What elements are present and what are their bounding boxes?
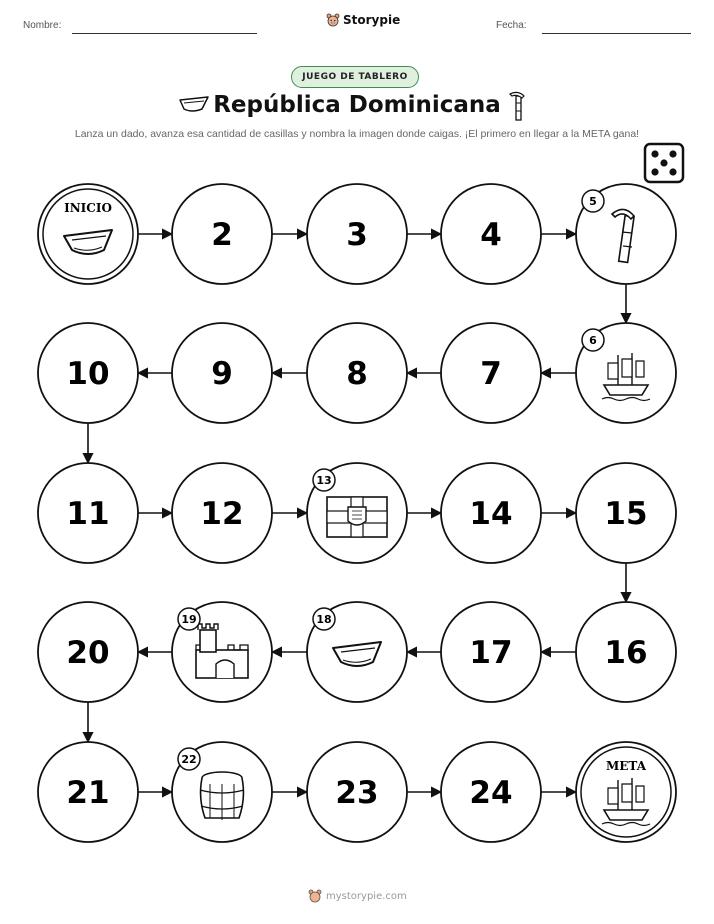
board-space-11[interactable] [38,463,138,563]
space-number: 10 [66,356,110,392]
space-number: 21 [66,775,110,811]
space-number: 15 [604,496,648,532]
space-number: 24 [469,775,513,811]
board-space-2[interactable] [172,184,272,284]
space-number: 19 [181,613,197,626]
board-space-21[interactable] [38,742,138,842]
space-number: 20 [66,635,110,671]
board-space-25[interactable] [576,742,676,842]
space-number: 13 [316,474,332,487]
board-space-18[interactable] [307,602,407,702]
brand-name: Storypie [343,13,401,27]
board-space-3[interactable] [307,184,407,284]
space-number: 14 [469,496,513,532]
space-number: 12 [200,496,244,532]
board-space-17[interactable] [441,602,541,702]
space-number: 5 [589,195,597,208]
board-space-6[interactable] [576,323,676,423]
space-number: 4 [480,217,502,253]
board-space-14[interactable] [441,463,541,563]
drum-icon [200,772,244,820]
board-space-20[interactable] [38,602,138,702]
name-label: Nombre: [23,20,62,31]
board-space-4[interactable] [441,184,541,284]
page-title: República Dominicana [213,92,501,118]
board-space-8[interactable] [307,323,407,423]
space-number: 7 [480,356,502,392]
board-space-16[interactable] [576,602,676,702]
space-number: 11 [66,496,110,532]
board-space-10[interactable] [38,323,138,423]
board-space-13[interactable] [307,463,407,563]
board-space-19[interactable] [172,602,272,702]
board-space-24[interactable] [441,742,541,842]
space-label: INICIO [64,201,112,215]
instructions: Lanza un dado, avanza esa cantidad de casillas y nombra la imagen donde caigas. ¡El primero en llegar a la META gana! [74,128,640,140]
board-space-1[interactable] [38,184,138,284]
board-space-5[interactable] [576,184,676,284]
board-space-9[interactable] [172,323,272,423]
flag-icon [327,497,387,537]
space-label: META [605,759,647,773]
board-space-15[interactable] [576,463,676,563]
space-number: 6 [589,334,597,347]
footer-url: mystorypie.com [326,890,407,902]
space-number: 22 [181,753,197,766]
board-space-22[interactable] [172,742,272,842]
bear-icon [308,889,322,903]
board-space-12[interactable] [172,463,272,563]
space-number: 9 [211,356,233,392]
space-number: 3 [346,217,368,253]
date-label: Fecha: [496,20,527,31]
board-space-23[interactable] [307,742,407,842]
space-number: 17 [469,635,513,671]
space-number: 8 [346,356,368,392]
game-type-badge: JUEGO DE TABLERO [291,66,419,88]
space-number: 16 [604,635,648,671]
footer [308,889,407,903]
board-space-7[interactable] [441,323,541,423]
space-number: 2 [211,217,233,253]
space-number: 18 [316,613,332,626]
space-number: 23 [335,775,379,811]
